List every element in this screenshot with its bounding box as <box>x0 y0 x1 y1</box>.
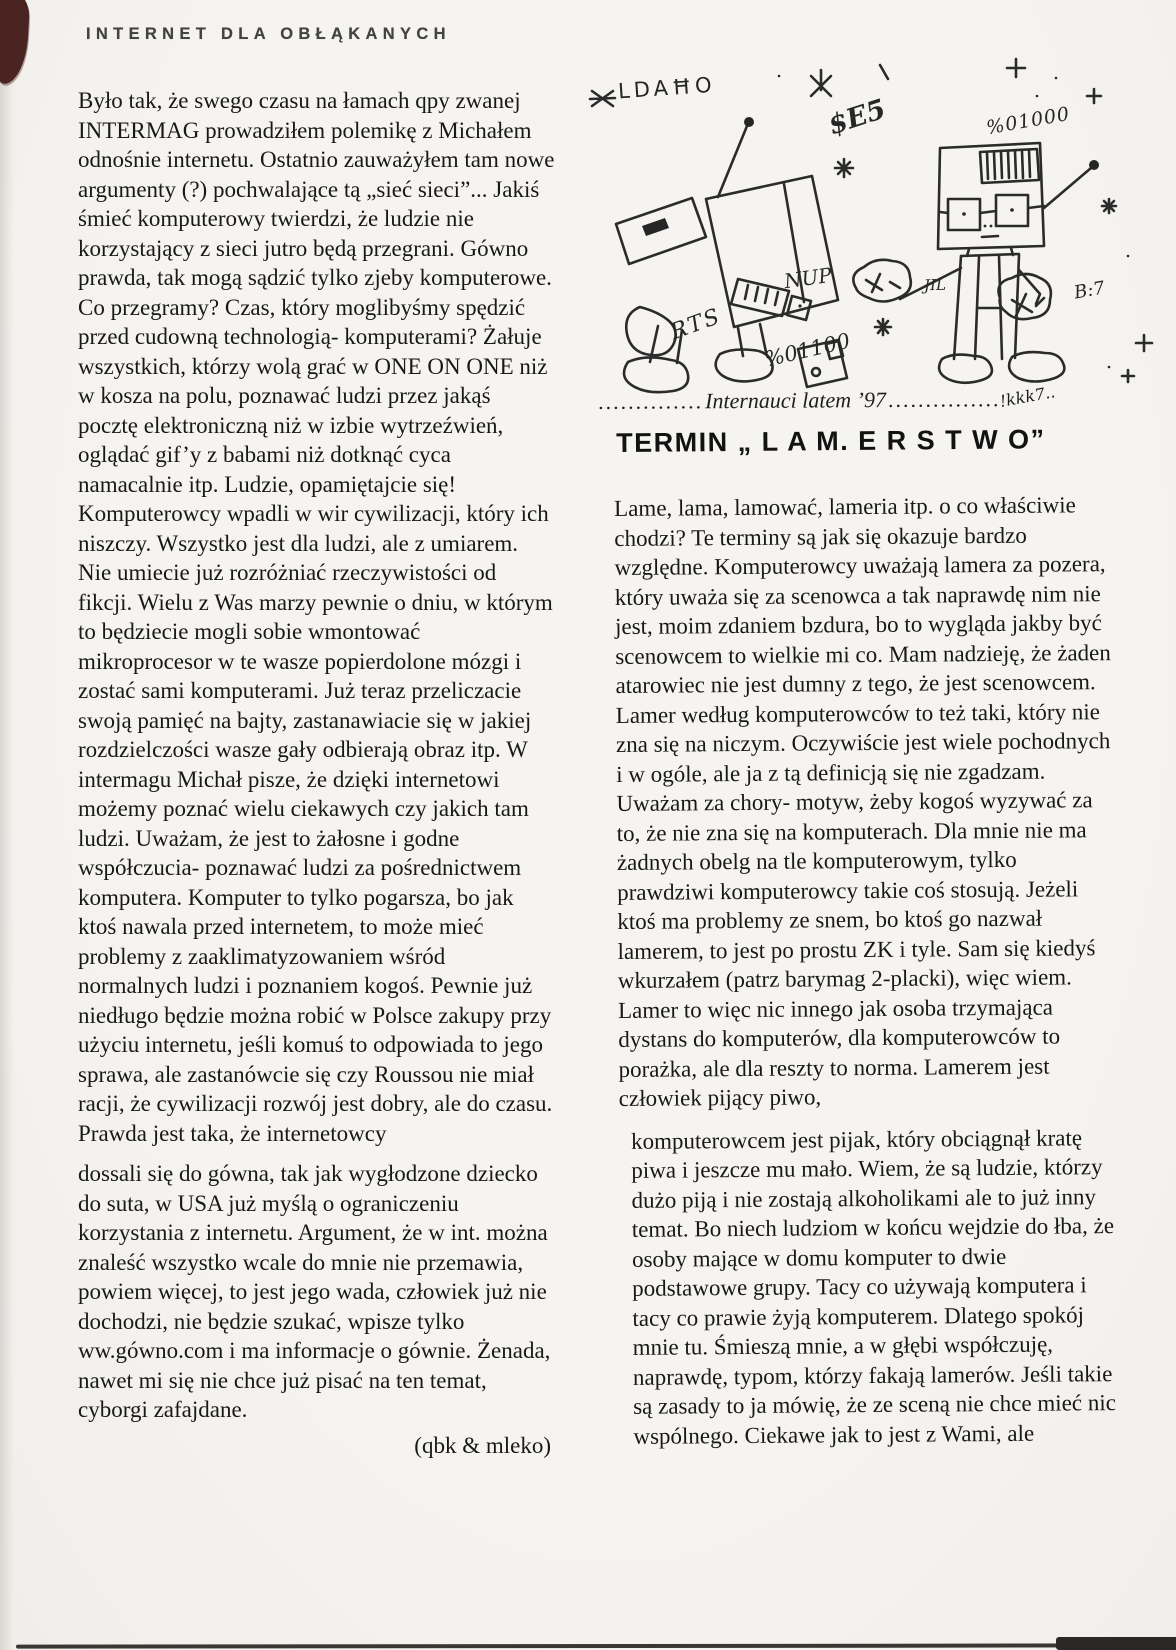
doodle-label-binary-bottom: %01100 <box>762 328 853 372</box>
scan-edge-shadow <box>0 0 14 1650</box>
right-paragraph-2: komputerowcem jest pijak, który obciągnął kratę piwa i jeszcze mu mało. Wiem, że są ludzie, którzy dużo piją i nie zostają alkoholikami ale to już inny temat. Bo niech ludziom w końcu wejdzie do łba, że osoby mające w domu komputer to dwie podstawowe grupy. Tacy co używają komputera i tacy co prawie żyją komputerem. Dlatego spokój mnie tu. Śmieszą mnie, a w głębi współczuję, naprawdę, typom, którzy fakają lamerów. Jeśli takie są zasady to ja mówię, że ze sceną nie chce mieć nic wspólnego. Ciekawe jak to jest z Wami, ale <box>630 1124 1117 1449</box>
caption-dots-left: .............. <box>598 388 704 414</box>
doodle-label-hex-e5: $E5 <box>824 93 890 142</box>
doodle-label-nup: NUP <box>782 262 834 294</box>
corner-ink-blot <box>0 0 30 85</box>
doodle-label-binary-top: %01000 <box>984 102 1072 140</box>
caption-text: Internauci latem ’97 <box>704 386 887 414</box>
right-internaut-figure <box>853 143 1099 383</box>
doodle-label-bit: B:7 <box>1072 277 1107 304</box>
internauts-illustration <box>588 56 1156 394</box>
left-column <box>78 86 555 1460</box>
left-paragraph-2: dossali się do gówna, tak jak wygłodzone dziecko do suta, w USA już myślą o ograniczeniu korzystania z internetu. Argument, że w int. można znaleść wszystko wcale do mnie nie przemawia, powiem więcej, to jest jego wada, człowiek już nie dochodzi, nie będzie szukać, wpisze tylko ww.gówno.com i ma informacje o gównie. Żenada, nawet mi się nie chce już pisać na ten temat, cyborgi zafajdane. <box>78 1161 551 1422</box>
caption-scribble: !kkk7.. <box>998 382 1057 411</box>
scan-bottom-bar <box>1056 1637 1176 1650</box>
illustration-caption <box>598 382 1164 415</box>
page-title: INTERNET DLA OBŁĄKANYCH <box>86 24 451 43</box>
right-column <box>614 490 1119 1451</box>
doodle-label-jil: JIL <box>923 275 947 295</box>
doodle-label-rts: RTS <box>667 303 725 346</box>
doodle-label-ldaho: LDAĦO <box>617 72 717 104</box>
right-paragraph-1: Lame, lama, lamować, lameria itp. o co właściwie chodzi? Te terminy są jak się okazuje bardzo względne. Komputerowcy uważają lamera za pozera, który uważa się za scenowca a tak naprawdę nim nie jest, moim zdaniem bzdura, bo to wygląda jakby być scenowcem to wielkie mi co. Mam nadzieję, że żaden atarowiec nie jest dumny z tego, że jest scenowcem. Lamer według komputerowców to też taki, który nie zna się na niczym. Oczywiście jest wiele pochodnych i w ogóle, ale ja z tą definicją się nie zgadzam. Uważam za chory- motyw, żeby kogoś wyzywać za to, że nie zna się na komputerach. Dla mnie nie ma żadnych obelg na tle komputerowym, tylko prawdziwi komputerowcy takie coś stosują. Jeżeli ktoś ma problemy ze snem, bo ktoś go nazwał lamerem, to jest po prostu ZK i tyle. Sam się kiedyś wkurzałem (patrz barymag 2-placki), więc wiem. Lamer to więc nic innego jak osoba trzymająca dystans do komputerów, dla komputerowców to porażka, ale dla reszty to norma. Lamerem jest człowiek pijący piwo, <box>614 492 1111 1111</box>
scan-bottom-line <box>16 1643 1176 1648</box>
section-heading: TERMIN „ L A M. E R S T W O” <box>616 424 1046 458</box>
byline: (qbk & mleko) <box>414 1432 551 1458</box>
caption-dots-right: ............... <box>887 386 1001 412</box>
left-paragraph-1: Było tak, że swego czasu na łamach qpy zwanej INTERMAG prowadziłem polemikę z Michałem odnośnie internetu. Ostatnio zauważyłem tam nowe argumenty (?) pochwalające tą „sieć sieci”... Jakiś śmieć komputerowy twierdzi, że ludzie nie korzystający z sieci jutro będą przegrani. Gówno prawda, tak mogą sądzić tylko zjeby komputerowe. Co przegramy? Czas, który moglibyśmy spędzić przed cudowną technologią- komputerami? Żałuje wszystkich, którzy wolą grać w ONE ON ONE niż w kosza na polu, poznawać ludzi przez jakąś pocztę elektroniczną niż w izbie wytrzeźwień, oglądać gif’y z babami niż dotknąć cyca namacalnie itp. Ludzie, opamiętajcie się! Komputerowcy wpadli w wir cywilizacji, który ich niszczy. Wszystko jest dla ludzi, ale z umiarem. Nie umiecie już rozróżniać rzeczywistości od fikcji. Wielu z Was marzy pewnie o dniu, w którym to będziecie mogli sobie wmontować mikroprocesor w te wasze popierdolone mózgi i zostać sami komputerami. Już teraz przeliczacie swoją pamięć na bajty, zastanawiacie się w jakiej rozdzielczości wasze gały odbierają obraz itp. W intermagu Michał pisze, że dzięki internetowi możemy poznać wielu ciekawych czy jakich tam ludzi. Uważam, że jest to żałosne i godne współczucia- poznawać ludzi za pośrednictwem komputera. Komputer to tylko pogarsza, bo jak ktoś nawala przed internetem, to może mieć problemy z zaaklimatyzowaniem wśród normalnych ludzi i poznaniem kogoś. Pewnie już niedługo będzie można robić w Polsce zakupy przy użyciu internetu, jeśli komuś to odpowiada to jego sprawa, ale zastanówcie się czy Roussou nie miał racji, że cywilizacji rozwój jest dobry, ale do czasu. Prawda jest taka, że internetowcy <box>78 88 555 1146</box>
